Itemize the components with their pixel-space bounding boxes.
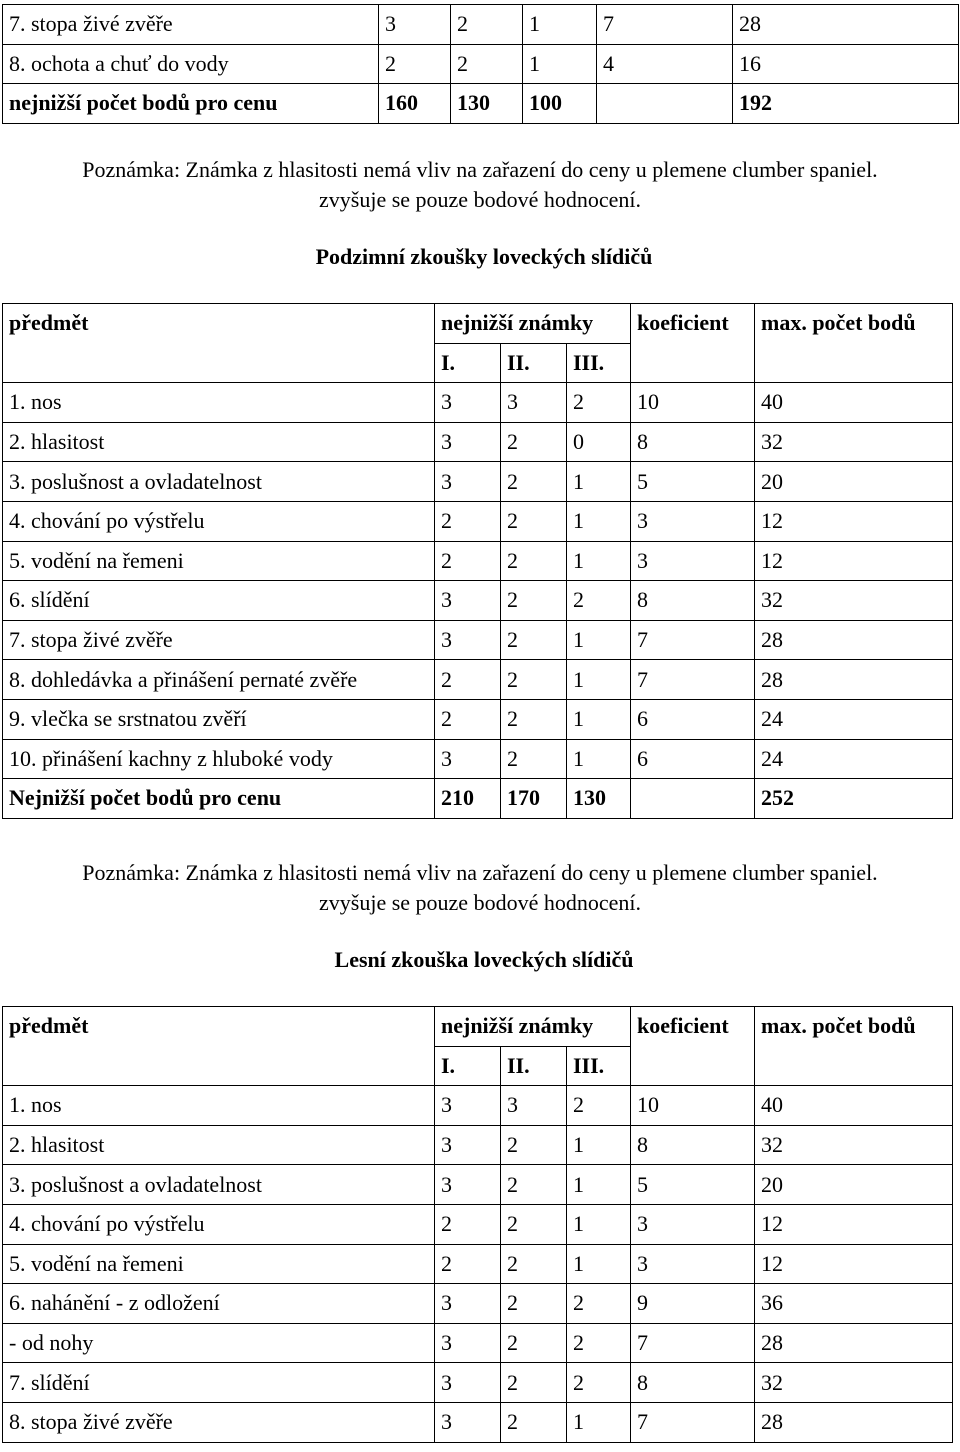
subject-cell: 1. nos <box>3 383 435 423</box>
value-cell: 36 <box>755 1284 953 1324</box>
value-cell: 2 <box>435 1244 501 1284</box>
value-cell: 3 <box>435 739 501 779</box>
value-cell: 5 <box>631 1165 755 1205</box>
table-row <box>3 383 953 423</box>
value-cell: 3 <box>631 1244 755 1284</box>
total-value: 252 <box>755 779 953 819</box>
value-cell: 32 <box>755 1363 953 1403</box>
table-row <box>3 44 959 84</box>
header-level: II. <box>501 343 567 383</box>
value-cell: 2 <box>379 44 451 84</box>
header-coefficient: koeficient <box>631 304 755 383</box>
value-cell: 16 <box>733 44 959 84</box>
forest-exam-table <box>2 1006 953 1443</box>
table-row <box>3 1086 953 1126</box>
value-cell: 3 <box>435 1284 501 1324</box>
subject-cell: 1. nos <box>3 1086 435 1126</box>
value-cell: 7 <box>631 660 755 700</box>
value-cell: 8 <box>631 581 755 621</box>
value-cell: 3 <box>435 462 501 502</box>
value-cell: 3 <box>435 1402 501 1442</box>
value-cell: 3 <box>435 422 501 462</box>
value-cell: 1 <box>567 541 631 581</box>
value-cell: 3 <box>435 581 501 621</box>
value-cell: 12 <box>755 1204 953 1244</box>
value-cell: 2 <box>501 1363 567 1403</box>
value-cell: 10 <box>631 1086 755 1126</box>
subject-cell: 4. chování po výstřelu <box>3 1204 435 1244</box>
value-cell: 2 <box>501 1402 567 1442</box>
value-cell: 0 <box>567 422 631 462</box>
value-cell: 1 <box>523 44 597 84</box>
value-cell: 2 <box>501 1244 567 1284</box>
value-cell: 2 <box>501 739 567 779</box>
note-clumber-2 <box>0 858 960 918</box>
value-cell: 2 <box>435 660 501 700</box>
subject-cell: 7. stopa živé zvěře <box>3 620 435 660</box>
value-cell: 3 <box>435 1323 501 1363</box>
value-cell: 2 <box>501 1165 567 1205</box>
value-cell: 2 <box>451 5 523 45</box>
value-cell: 3 <box>501 383 567 423</box>
value-cell: 3 <box>435 1125 501 1165</box>
table-row <box>3 1363 953 1403</box>
table-row <box>3 1204 953 1244</box>
value-cell: 24 <box>755 739 953 779</box>
total-value: 192 <box>733 84 959 124</box>
table-row <box>3 422 953 462</box>
subject-cell: 10. přinášení kachny z hluboké vody <box>3 739 435 779</box>
table-row <box>3 581 953 621</box>
subject-cell: 9. vlečka se srstnatou zvěří <box>3 699 435 739</box>
value-cell: 2 <box>567 1363 631 1403</box>
value-cell: 3 <box>631 1204 755 1244</box>
value-cell: 20 <box>755 462 953 502</box>
top-score-table <box>2 4 959 124</box>
value-cell: 20 <box>755 1165 953 1205</box>
total-row <box>3 779 953 819</box>
value-cell: 28 <box>755 1323 953 1363</box>
value-cell: 7 <box>631 1402 755 1442</box>
table-row <box>3 1284 953 1324</box>
table-row <box>3 5 959 45</box>
total-row <box>3 84 959 124</box>
value-cell: 9 <box>631 1284 755 1324</box>
value-cell: 2 <box>567 1086 631 1126</box>
value-cell: 28 <box>755 660 953 700</box>
subject-cell: 5. vodění na řemeni <box>3 541 435 581</box>
value-cell: 2 <box>501 462 567 502</box>
value-cell: 1 <box>567 462 631 502</box>
header-level: I. <box>435 1046 501 1086</box>
value-cell: 1 <box>523 5 597 45</box>
value-cell: 1 <box>567 660 631 700</box>
table-row <box>3 739 953 779</box>
total-value: 130 <box>451 84 523 124</box>
value-cell: 12 <box>755 541 953 581</box>
header-max-points: max. počet bodů <box>755 1007 953 1086</box>
header-max-points: max. počet bodů <box>755 304 953 383</box>
value-cell: 2 <box>567 1284 631 1324</box>
subject-cell: 5. vodění na řemeni <box>3 1244 435 1284</box>
value-cell: 8 <box>631 422 755 462</box>
total-label: nejnižší počet bodů pro cenu <box>3 84 379 124</box>
value-cell: 2 <box>501 660 567 700</box>
header-subject: předmět <box>3 304 435 383</box>
value-cell: 7 <box>597 5 733 45</box>
subject-cell: 3. poslušnost a ovladatelnost <box>3 1165 435 1205</box>
value-cell: 2 <box>435 699 501 739</box>
note-clumber-1 <box>0 155 960 215</box>
value-cell: 3 <box>501 1086 567 1126</box>
value-cell: 28 <box>755 1402 953 1442</box>
value-cell: 3 <box>631 501 755 541</box>
subject-cell: 8. dohledávka a přinášení pernaté zvěře <box>3 660 435 700</box>
total-value: 100 <box>523 84 597 124</box>
table-row <box>3 1165 953 1205</box>
value-cell: 1 <box>567 699 631 739</box>
header-coefficient: koeficient <box>631 1007 755 1086</box>
header-row <box>3 304 953 344</box>
subject-cell: 7. stopa živé zvěře <box>3 5 379 45</box>
table-row <box>3 1323 953 1363</box>
value-cell: 3 <box>435 383 501 423</box>
total-value: 130 <box>567 779 631 819</box>
value-cell: 40 <box>755 1086 953 1126</box>
value-cell: 2 <box>501 620 567 660</box>
value-cell: 2 <box>435 501 501 541</box>
subject-cell: 4. chování po výstřelu <box>3 501 435 541</box>
value-cell: 2 <box>501 1204 567 1244</box>
value-cell: 28 <box>733 5 959 45</box>
note-line-2: zvyšuje se pouze bodové hodnocení. <box>319 890 641 915</box>
table-row <box>3 1402 953 1442</box>
value-cell: 1 <box>567 1165 631 1205</box>
header-level: III. <box>567 1046 631 1086</box>
header-grades: nejnižší známky <box>435 1007 631 1047</box>
value-cell: 6 <box>631 699 755 739</box>
total-value <box>597 84 733 124</box>
value-cell: 2 <box>501 581 567 621</box>
value-cell: 1 <box>567 1244 631 1284</box>
subject-cell: 2. hlasitost <box>3 1125 435 1165</box>
value-cell: 3 <box>435 1086 501 1126</box>
value-cell: 3 <box>379 5 451 45</box>
value-cell: 2 <box>501 501 567 541</box>
value-cell: 2 <box>451 44 523 84</box>
value-cell: 2 <box>567 581 631 621</box>
subject-cell: - od nohy <box>3 1323 435 1363</box>
subject-cell: 8. stopa živé zvěře <box>3 1402 435 1442</box>
value-cell: 32 <box>755 1125 953 1165</box>
value-cell: 8 <box>631 1125 755 1165</box>
header-level: III. <box>567 343 631 383</box>
subject-cell: 7. slídění <box>3 1363 435 1403</box>
value-cell: 32 <box>755 422 953 462</box>
header-subject: předmět <box>3 1007 435 1086</box>
value-cell: 2 <box>501 699 567 739</box>
value-cell: 24 <box>755 699 953 739</box>
total-label: Nejnižší počet bodů pro cenu <box>3 779 435 819</box>
table-row <box>3 699 953 739</box>
autumn-exam-title: Podzimní zkoušky loveckých slídičů <box>315 244 653 269</box>
table-row <box>3 1125 953 1165</box>
header-grades: nejnižší známky <box>435 304 631 344</box>
table-row <box>3 1244 953 1284</box>
header-level: I. <box>435 343 501 383</box>
total-value: 170 <box>501 779 567 819</box>
value-cell: 2 <box>567 1323 631 1363</box>
table-row <box>3 541 953 581</box>
value-cell: 1 <box>567 501 631 541</box>
forest-exam-title: Lesní zkouška loveckých slídičů <box>334 947 634 972</box>
value-cell: 2 <box>435 1204 501 1244</box>
value-cell: 1 <box>567 739 631 779</box>
value-cell: 1 <box>567 620 631 660</box>
value-cell: 7 <box>631 620 755 660</box>
note-line-1: Poznámka: Známka z hlasitosti nemá vliv na zařazení do ceny u plemene clumber spaniel. <box>82 157 878 182</box>
value-cell: 40 <box>755 383 953 423</box>
value-cell: 2 <box>501 541 567 581</box>
value-cell: 4 <box>597 44 733 84</box>
value-cell: 2 <box>501 1284 567 1324</box>
subject-cell: 6. slídění <box>3 581 435 621</box>
autumn-exam-table <box>2 303 953 819</box>
total-value: 210 <box>435 779 501 819</box>
value-cell: 3 <box>435 1165 501 1205</box>
value-cell: 8 <box>631 1363 755 1403</box>
table-row <box>3 660 953 700</box>
value-cell: 7 <box>631 1323 755 1363</box>
value-cell: 1 <box>567 1204 631 1244</box>
header-level: II. <box>501 1046 567 1086</box>
value-cell: 3 <box>631 541 755 581</box>
subject-cell: 3. poslušnost a ovladatelnost <box>3 462 435 502</box>
value-cell: 3 <box>435 620 501 660</box>
table-row <box>3 501 953 541</box>
value-cell: 28 <box>755 620 953 660</box>
value-cell: 3 <box>435 1363 501 1403</box>
table-row <box>3 462 953 502</box>
subject-cell: 8. ochota a chuť do vody <box>3 44 379 84</box>
note-line-2: zvyšuje se pouze bodové hodnocení. <box>319 187 641 212</box>
subject-cell: 2. hlasitost <box>3 422 435 462</box>
value-cell: 5 <box>631 462 755 502</box>
value-cell: 12 <box>755 501 953 541</box>
value-cell: 32 <box>755 581 953 621</box>
total-value: 160 <box>379 84 451 124</box>
value-cell: 12 <box>755 1244 953 1284</box>
value-cell: 2 <box>501 422 567 462</box>
table-row <box>3 620 953 660</box>
note-line-1: Poznámka: Známka z hlasitosti nemá vliv na zařazení do ceny u plemene clumber spaniel. <box>82 860 878 885</box>
header-row <box>3 1007 953 1047</box>
value-cell: 2 <box>567 383 631 423</box>
value-cell: 1 <box>567 1402 631 1442</box>
value-cell: 1 <box>567 1125 631 1165</box>
value-cell: 2 <box>501 1125 567 1165</box>
value-cell: 6 <box>631 739 755 779</box>
value-cell: 2 <box>435 541 501 581</box>
subject-cell: 6. nahánění - z odložení <box>3 1284 435 1324</box>
value-cell: 10 <box>631 383 755 423</box>
value-cell: 2 <box>501 1323 567 1363</box>
total-value <box>631 779 755 819</box>
